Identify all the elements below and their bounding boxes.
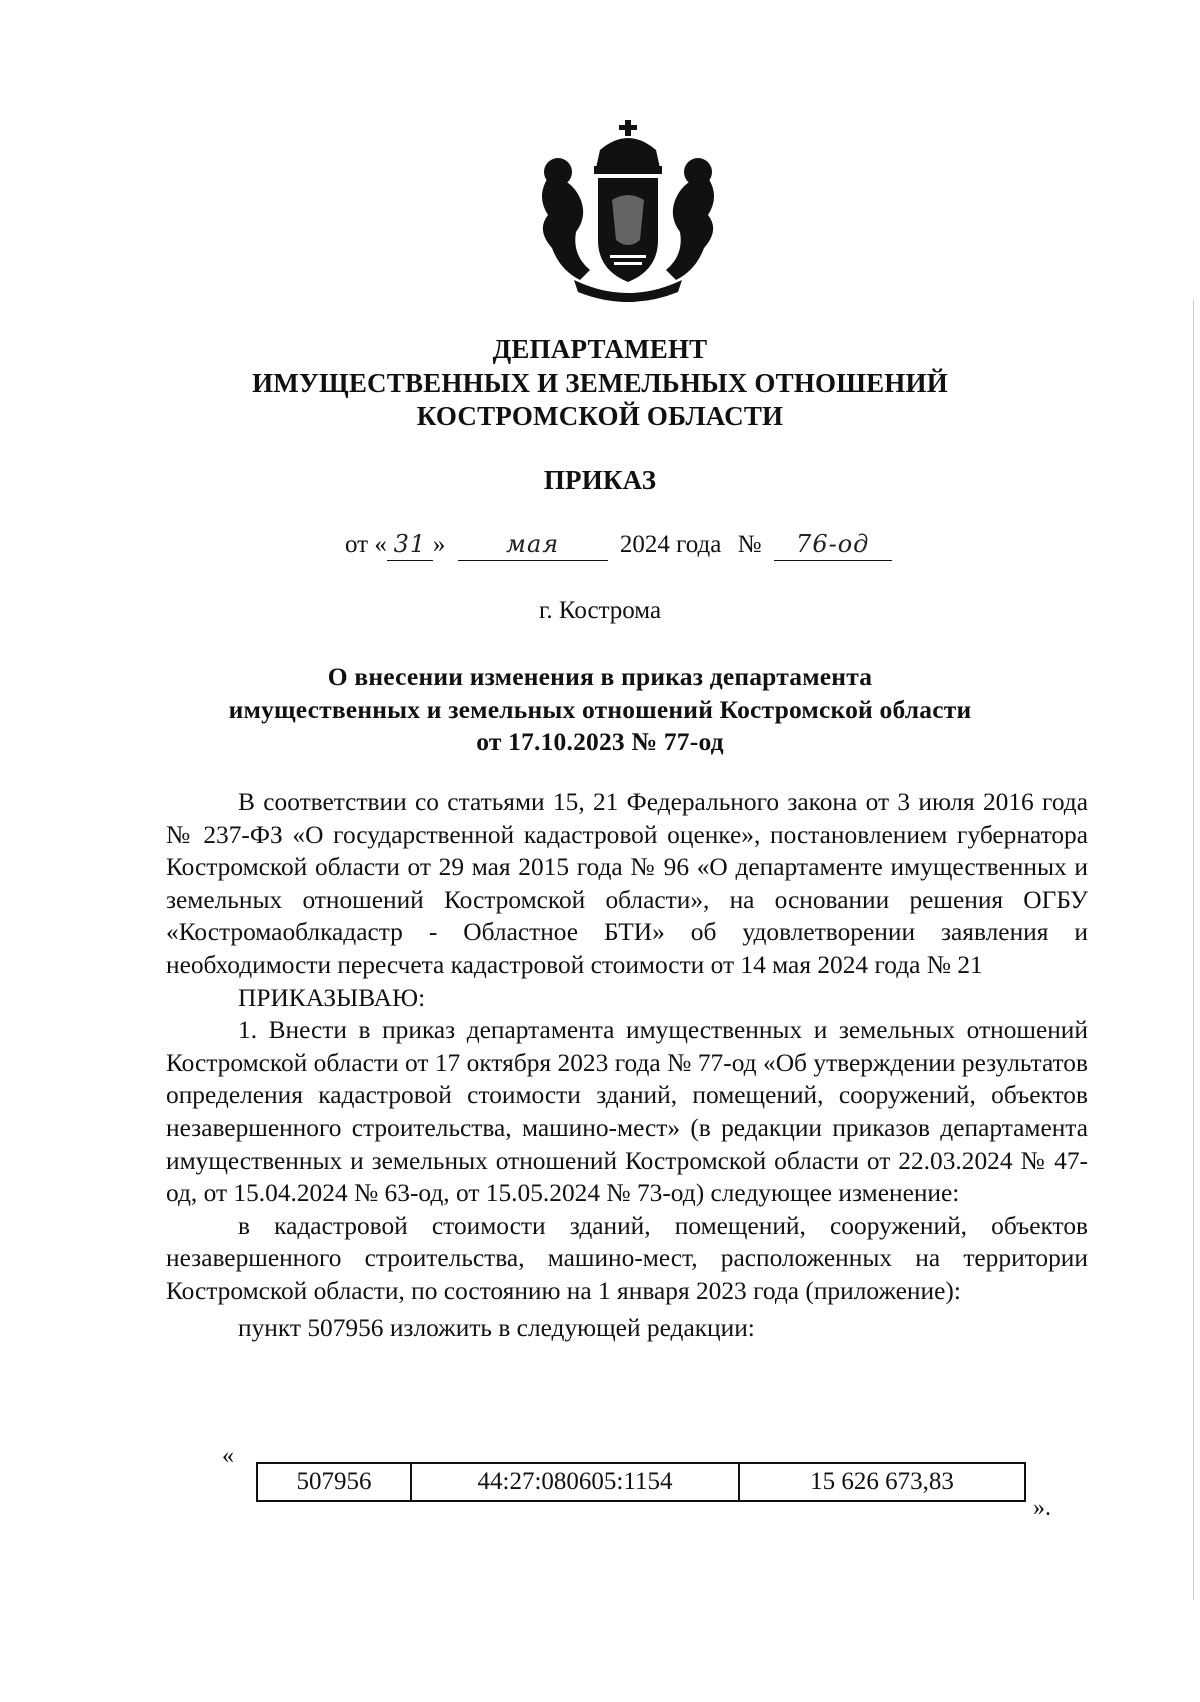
- scan-edge-line: [1193, 300, 1194, 1600]
- cadastral-value-table: [256, 1462, 1026, 1502]
- org-name-line-3: КОСТРОМСКОЙ ОБЛАСТИ: [416, 401, 784, 431]
- date-prefix: от «: [345, 531, 387, 558]
- coat-of-arms-emblem: [530, 120, 726, 306]
- subject-line-2: имущественных и земельных отношений Костромской области: [228, 695, 972, 724]
- doc-type-title: ПРИКАЗ: [543, 465, 657, 495]
- table-cell-cadastral-value: 15 626 673,83: [739, 1463, 1025, 1501]
- month-blank: [458, 530, 608, 561]
- order-word: ПРИКАЗЫВАЮ:: [238, 983, 426, 1012]
- city-line: г. Кострома: [538, 597, 662, 624]
- quote-open: «: [222, 1443, 234, 1469]
- org-name-line-1: ДЕПАРТАМЕНТ: [492, 334, 708, 364]
- day-handwritten: 31: [393, 530, 427, 558]
- item-1-paragraph: 1. Внести в приказ департамента имущественных и земельных отношений Костромской области от 17 октября 2023 года № 77-од «Об утверждении результатов определения кадастровой стоимости зданий, помещений, сооружений, объектов незавершенного строительства, машино-мест» (в редакции приказов департамента имущественных и земельных отношений Костромской области от 22.03.2024 № 47-од, от 15.04.2024 № 63-од, от 15.05.2024 № 73-од) следующее изменение:: [166, 1016, 1088, 1208]
- preamble-paragraph: В соответствии со статьями 15, 21 Федерального закона от 3 июля 2016 года № 237-ФЗ «О государственной кадастровой оценке», постановлением губернатора Костромской области от 29 мая 2015 года № 96 «О департаменте имущественных и земельных отношений Костромской области», на основании решения ОГБУ «Костромаоблкадастр - Областное БТИ» об удовлетворении заявления и необходимости пересчета кадастровой стоимости от 14 мая 2024 года № 21: [166, 788, 1088, 979]
- number-blank: [774, 530, 892, 561]
- point-edit-paragraph: пункт 507956 изложить в следующей редакции:: [238, 1313, 755, 1342]
- number-handwritten: 76-од: [796, 530, 870, 558]
- table-cell-cadastral-number: 44:27:080605:1154: [411, 1463, 739, 1501]
- number-sign: №: [737, 531, 762, 558]
- date-quote-close: »: [432, 531, 446, 558]
- cadastral-paragraph: в кадастровой стоимости зданий, помещений, сооружений, объектов незавершенного строительства, машино-мест, расположенных на территории Костромской области, по состоянию на 1 января 2023 года (приложение):: [166, 1211, 1088, 1305]
- subject-line-3: от 17.10.2023 № 77-од: [476, 727, 724, 756]
- subject-line-1: О внесении изменения в приказ департамента: [327, 662, 873, 691]
- year-text: 2024 года: [619, 531, 722, 558]
- org-name-line-2: ИМУЩЕСТВЕННЫХ И ЗЕМЕЛЬНЫХ ОТНОШЕНИЙ: [252, 368, 948, 398]
- order-body: [166, 786, 1088, 1344]
- table-row: [257, 1463, 1025, 1501]
- order-date-line: [345, 530, 892, 561]
- quote-close: ».: [1033, 1495, 1051, 1521]
- day-blank: [387, 530, 433, 561]
- table-cell-item-number: 507956: [257, 1463, 411, 1501]
- month-handwritten: мая: [506, 530, 560, 558]
